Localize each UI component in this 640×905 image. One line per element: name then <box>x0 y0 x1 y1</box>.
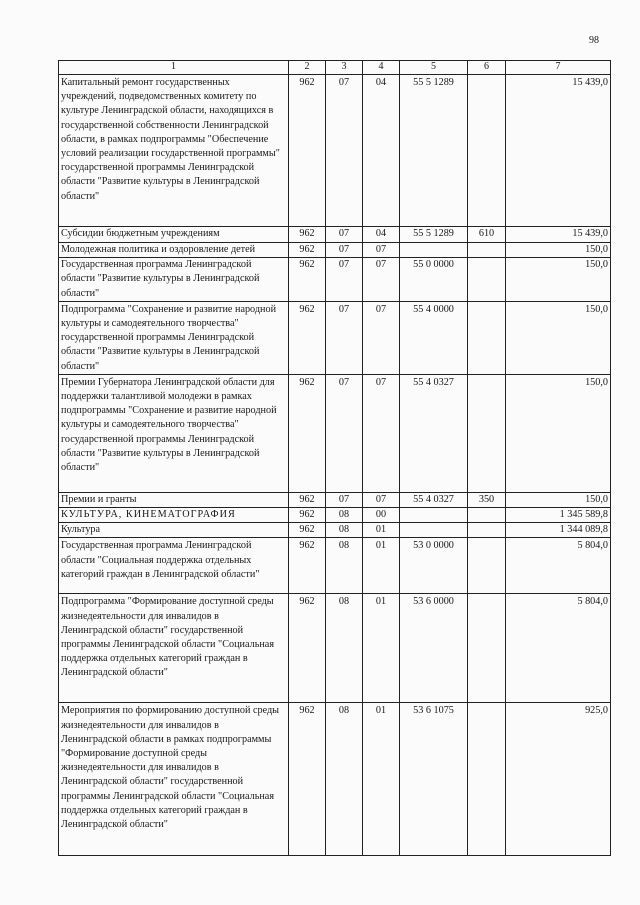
table-row <box>59 75 611 227</box>
row-pr: 01 <box>363 594 400 703</box>
row-vr <box>468 258 506 302</box>
row-grbs: 962 <box>289 523 326 538</box>
row-vr <box>468 75 506 227</box>
row-vr: 610 <box>468 227 506 243</box>
row-csr: 55 4 0327 <box>400 374 468 492</box>
row-name: Субсидии бюджетным учреждениям <box>59 227 289 243</box>
row-sum: 925,0 <box>506 703 611 856</box>
row-rz: 08 <box>326 523 363 538</box>
row-sum: 15 439,0 <box>506 227 611 243</box>
row-rz: 07 <box>326 258 363 302</box>
row-csr: 55 5 1289 <box>400 227 468 243</box>
row-pr: 07 <box>363 492 400 507</box>
row-vr <box>468 523 506 538</box>
row-sum: 150,0 <box>506 258 611 302</box>
row-name: Подпрограмма "Сохранение и развитие народной культуры и самодеятельного творчества" государственной программы Ленинградской области "Развитие культуры в Ленинградской области" <box>59 301 289 374</box>
table-header-row <box>59 61 611 75</box>
row-sum: 150,0 <box>506 492 611 507</box>
table-row <box>59 492 611 507</box>
row-sum: 1 344 089,8 <box>506 523 611 538</box>
row-csr: 53 6 0000 <box>400 594 468 703</box>
row-name: Капитальный ремонт государственных учреждений, подведомственных комитету по культуре Ленинградской области, находящихся в государственной собственности Ленинградской области, в рамках подпрограммы "Обеспечение условий реализации государственной программы" государственной программы Ленинградской области "Развитие культуры в Ленинградской области" <box>59 75 289 227</box>
row-csr: 55 5 1289 <box>400 75 468 227</box>
row-csr: 55 4 0327 <box>400 492 468 507</box>
row-rz: 07 <box>326 75 363 227</box>
row-csr: 55 0 0000 <box>400 258 468 302</box>
row-sum: 5 804,0 <box>506 538 611 594</box>
page-number: 98 <box>589 35 599 46</box>
header-cell: 4 <box>363 61 400 75</box>
row-pr: 07 <box>363 301 400 374</box>
row-csr <box>400 243 468 258</box>
table-row <box>59 227 611 243</box>
row-rz: 07 <box>326 301 363 374</box>
row-pr: 07 <box>363 243 400 258</box>
table-row <box>59 523 611 538</box>
row-name: Молодежная политика и оздоровление детей <box>59 243 289 258</box>
row-sum: 150,0 <box>506 374 611 492</box>
row-rz: 07 <box>326 492 363 507</box>
budget-table <box>58 60 611 856</box>
row-pr: 04 <box>363 227 400 243</box>
row-pr: 01 <box>363 703 400 856</box>
row-name: Премии и гранты <box>59 492 289 507</box>
row-vr: 350 <box>468 492 506 507</box>
table-row <box>59 594 611 703</box>
row-grbs: 962 <box>289 594 326 703</box>
row-vr <box>468 538 506 594</box>
row-vr <box>468 374 506 492</box>
row-grbs: 962 <box>289 492 326 507</box>
row-pr: 07 <box>363 258 400 302</box>
header-cell: 2 <box>289 61 326 75</box>
row-name: Мероприятия по формированию доступной среды жизнедеятельности для инвалидов в Ленинградской области в рамках подпрограммы "Формирование доступной среды жизнедеятельности для инвалидов в Ленинградской области" государственной программы Ленинградской области "Социальная поддержка отдельных категорий граждан в Ленинградской области" <box>59 703 289 856</box>
row-vr <box>468 301 506 374</box>
row-vr <box>468 703 506 856</box>
row-name: Премии Губернатора Ленинградской области для поддержки талантливой молодежи в рамках подпрограммы "Сохранение и развитие народной культуры и самодеятельного творчества" государственной программы Ленинградской области "Развитие культуры в Ленинградской области" <box>59 374 289 492</box>
row-grbs: 962 <box>289 258 326 302</box>
table-row <box>59 258 611 302</box>
row-rz: 07 <box>326 227 363 243</box>
table-row <box>59 703 611 856</box>
row-name: КУЛЬТУРА, КИНЕМАТОГРАФИЯ <box>59 508 289 523</box>
row-rz: 08 <box>326 538 363 594</box>
row-csr <box>400 523 468 538</box>
header-cell: 1 <box>59 61 289 75</box>
row-sum: 15 439,0 <box>506 75 611 227</box>
header-cell: 6 <box>468 61 506 75</box>
row-vr <box>468 508 506 523</box>
row-csr <box>400 508 468 523</box>
row-vr <box>468 243 506 258</box>
row-sum: 5 804,0 <box>506 594 611 703</box>
table-row <box>59 508 611 523</box>
table-row <box>59 243 611 258</box>
table-row <box>59 374 611 492</box>
row-pr: 01 <box>363 538 400 594</box>
row-csr: 53 0 0000 <box>400 538 468 594</box>
row-grbs: 962 <box>289 374 326 492</box>
row-grbs: 962 <box>289 538 326 594</box>
row-csr: 53 6 1075 <box>400 703 468 856</box>
table-row <box>59 538 611 594</box>
row-sum: 150,0 <box>506 243 611 258</box>
header-cell: 7 <box>506 61 611 75</box>
row-grbs: 962 <box>289 703 326 856</box>
row-vr <box>468 594 506 703</box>
row-rz: 08 <box>326 594 363 703</box>
row-rz: 07 <box>326 243 363 258</box>
row-csr: 55 4 0000 <box>400 301 468 374</box>
row-grbs: 962 <box>289 301 326 374</box>
row-sum: 1 345 589,8 <box>506 508 611 523</box>
row-rz: 08 <box>326 703 363 856</box>
row-pr: 01 <box>363 523 400 538</box>
row-pr: 04 <box>363 75 400 227</box>
row-name: Подпрограмма "Формирование доступной среды жизнедеятельности для инвалидов в Ленинградской области" государственной программы Ленинградской области "Социальная поддержка отдельных категорий граждан в Ленинградской области" <box>59 594 289 703</box>
table-row <box>59 301 611 374</box>
row-grbs: 962 <box>289 75 326 227</box>
row-name: Государственная программа Ленинградской области "Социальная поддержка отдельных категорий граждан в Ленинградской области" <box>59 538 289 594</box>
row-pr: 00 <box>363 508 400 523</box>
header-cell: 5 <box>400 61 468 75</box>
row-pr: 07 <box>363 374 400 492</box>
row-grbs: 962 <box>289 243 326 258</box>
row-rz: 08 <box>326 508 363 523</box>
row-name: Культура <box>59 523 289 538</box>
row-grbs: 962 <box>289 227 326 243</box>
row-name: Государственная программа Ленинградской области "Развитие культуры в Ленинградской области" <box>59 258 289 302</box>
row-rz: 07 <box>326 374 363 492</box>
header-cell: 3 <box>326 61 363 75</box>
row-grbs: 962 <box>289 508 326 523</box>
row-sum: 150,0 <box>506 301 611 374</box>
